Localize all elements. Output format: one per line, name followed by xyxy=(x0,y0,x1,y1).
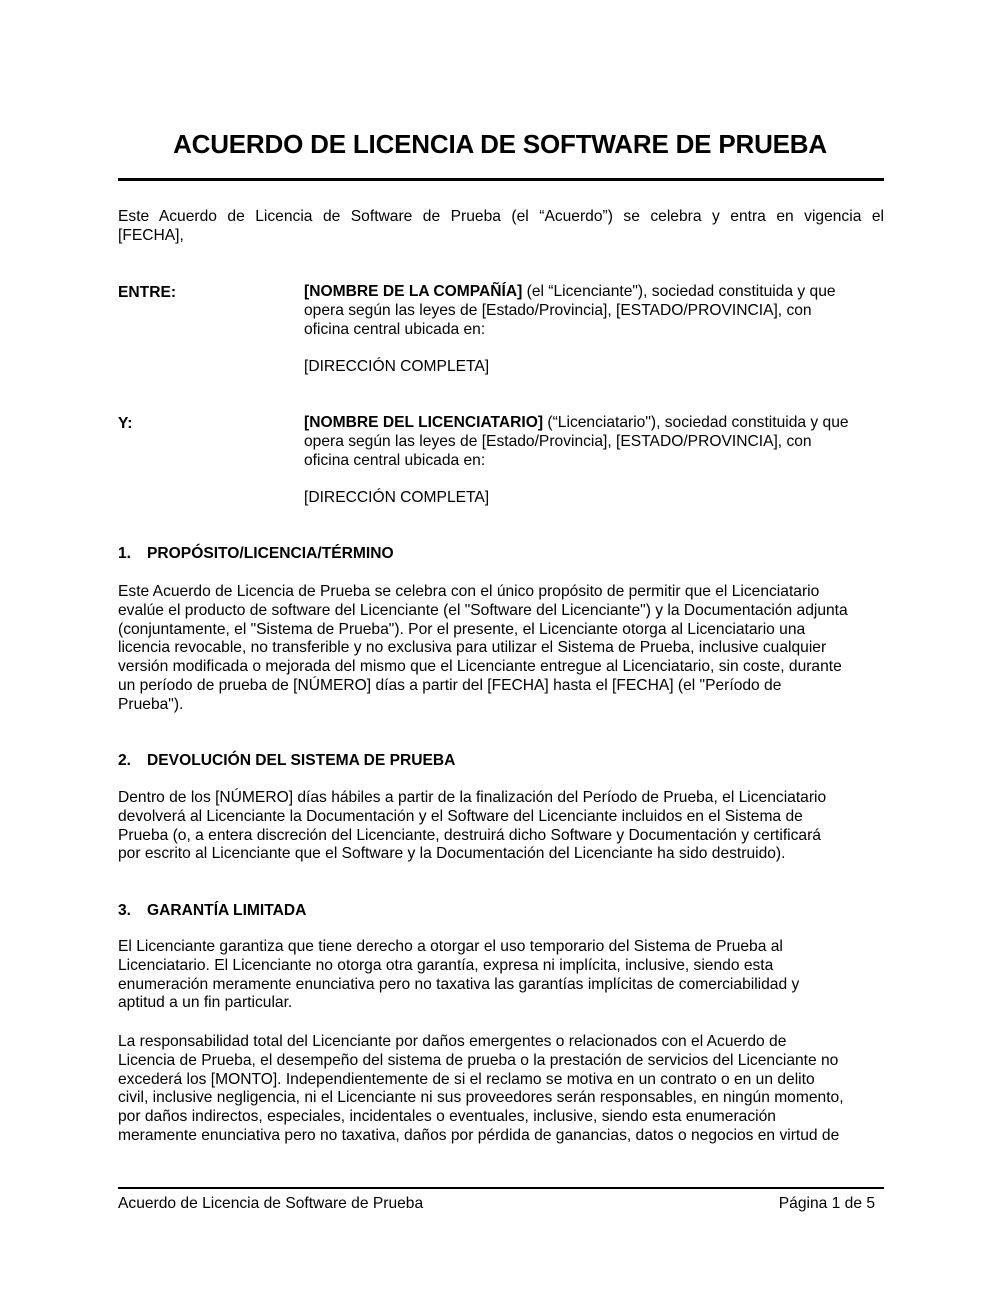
party-name: [NOMBRE DEL LICENCIATARIO] xyxy=(304,414,544,431)
party-details xyxy=(304,414,884,470)
party-text: opera según las leyes de [Estado/Provincia], [ESTADO/PROVINCIA], con xyxy=(304,432,812,450)
page-number: Página 1 de 5 xyxy=(778,1195,875,1212)
paragraph-line: Licenciatario. El Licenciante no otorga otra garantía, expresa ni implícita, inclusive, siendo esta xyxy=(118,956,774,974)
paragraph-line: (conjuntamente, el "Sistema de Prueba"). Por el presente, el Licenciante otorga al Licenciatario una xyxy=(118,620,806,638)
section-paragraph xyxy=(118,789,884,864)
section-paragraph xyxy=(118,1033,884,1146)
party-text: (“Licenciatario"), sociedad constituida y que xyxy=(543,414,849,431)
title-divider xyxy=(118,178,884,181)
paragraph-line: enumeración meramente enunciativa pero no taxativa las garantías implícitas de comerciabilidad y xyxy=(118,975,800,993)
paragraph-line: excederá los [MONTO]. Independientemente de si el reclamo se motiva en un contrato o en un delito xyxy=(118,1070,815,1088)
paragraph-line: devolverá al Licenciante la Documentación y el Software del Licenciante incluidos en el Sistema de xyxy=(118,807,803,825)
paragraph-line: Dentro de los [NÚMERO] días hábiles a partir de la finalización del Período de Prueba, el Licenciatario xyxy=(118,789,827,806)
intro-paragraph xyxy=(118,208,884,246)
paragraph-line: La responsabilidad total del Licenciante por daños emergentes o relacionados con el Acuerdo de xyxy=(118,1033,787,1050)
footer-divider xyxy=(118,1187,884,1189)
party-text: (el “Licenciante"), sociedad constituida y que xyxy=(522,283,836,300)
paragraph-line: meramente enunciativa pero no taxativa, daños por pérdida de ganancias, datos o negocios en virtud de xyxy=(118,1126,840,1144)
intro-line: [FECHA], xyxy=(118,226,184,244)
page-footer xyxy=(118,1195,875,1213)
paragraph-line: Prueba (o, a entera discreción del Licenciante, destruirá dicho Software y Documentación y certificará xyxy=(118,826,821,844)
section-heading: 2. DEVOLUCIÓN DEL SISTEMA DE PRUEBA xyxy=(118,752,456,769)
document-title: ACUERDO DE LICENCIA DE SOFTWARE DE PRUEBA xyxy=(173,129,827,159)
paragraph-line: evalúe el producto de software del Licenciante (el "Software del Licenciante") y la Documentación adjunta xyxy=(118,601,848,619)
paragraph-line: Licencia de Prueba, el desempeño del sistema de prueba o la prestación de servicios del Licenciante no xyxy=(118,1051,839,1069)
section-heading: 1. PROPÓSITO/LICENCIA/TÉRMINO xyxy=(118,545,394,562)
paragraph-line: por escrito al Licenciante que el Software y la Documentación del Licenciante ha sido destruido). xyxy=(118,845,786,863)
party-address: [DIRECCIÓN COMPLETA] xyxy=(304,489,490,506)
section-heading: 3. GARANTÍA LIMITADA xyxy=(118,902,307,919)
footer-title: Acuerdo de Licencia de Software de Prueba xyxy=(118,1195,424,1212)
paragraph-line: un período de prueba de [NÚMERO] días a partir del [FECHA] hasta el [FECHA] (el "Período de xyxy=(118,676,782,694)
paragraph-line: Prueba"). xyxy=(118,695,184,713)
party-text: oficina central ubicada en: xyxy=(304,451,486,469)
paragraph-line: civil, inclusive negligencia, ni el Licenciante ni sus proveedores serán responsables, en ningún momento, xyxy=(118,1089,844,1107)
party-text: oficina central ubicada en: xyxy=(304,320,486,338)
paragraph-line: El Licenciante garantiza que tiene derecho a otorgar el uso temporario del Sistema de Prueba al xyxy=(118,938,783,955)
paragraph-line: Este Acuerdo de Licencia de Prueba se celebra con el único propósito de permitir que el Licenciatario xyxy=(118,583,820,600)
section-paragraph xyxy=(118,583,884,715)
party-address: [DIRECCIÓN COMPLETA] xyxy=(304,358,490,375)
party-label: ENTRE: xyxy=(118,284,177,301)
paragraph-line: por daños indirectos, especiales, incidentales o eventuales, inclusive, siendo esta enumeración xyxy=(118,1108,776,1126)
paragraph-line: versión modificada o mejorada del mismo que el Licenciante entregue al Licenciatario, sin coste, durante xyxy=(118,658,842,676)
section-paragraph xyxy=(118,938,884,1013)
party-text: opera según las leyes de [Estado/Provincia], [ESTADO/PROVINCIA], con xyxy=(304,301,812,319)
paragraph-line: aptitud a un fin particular. xyxy=(118,994,293,1012)
party-details xyxy=(304,283,884,339)
party-label: Y: xyxy=(118,415,133,432)
paragraph-line: licencia revocable, no transferible y no exclusiva para utilizar el Sistema de Prueba, inclusive cualquier xyxy=(118,639,827,657)
intro-line: Este Acuerdo de Licencia de Software de Prueba (el “Acuerdo”) se celebra y entra en vigencia el xyxy=(118,208,884,225)
party-name: [NOMBRE DE LA COMPAÑÍA] xyxy=(304,283,523,300)
